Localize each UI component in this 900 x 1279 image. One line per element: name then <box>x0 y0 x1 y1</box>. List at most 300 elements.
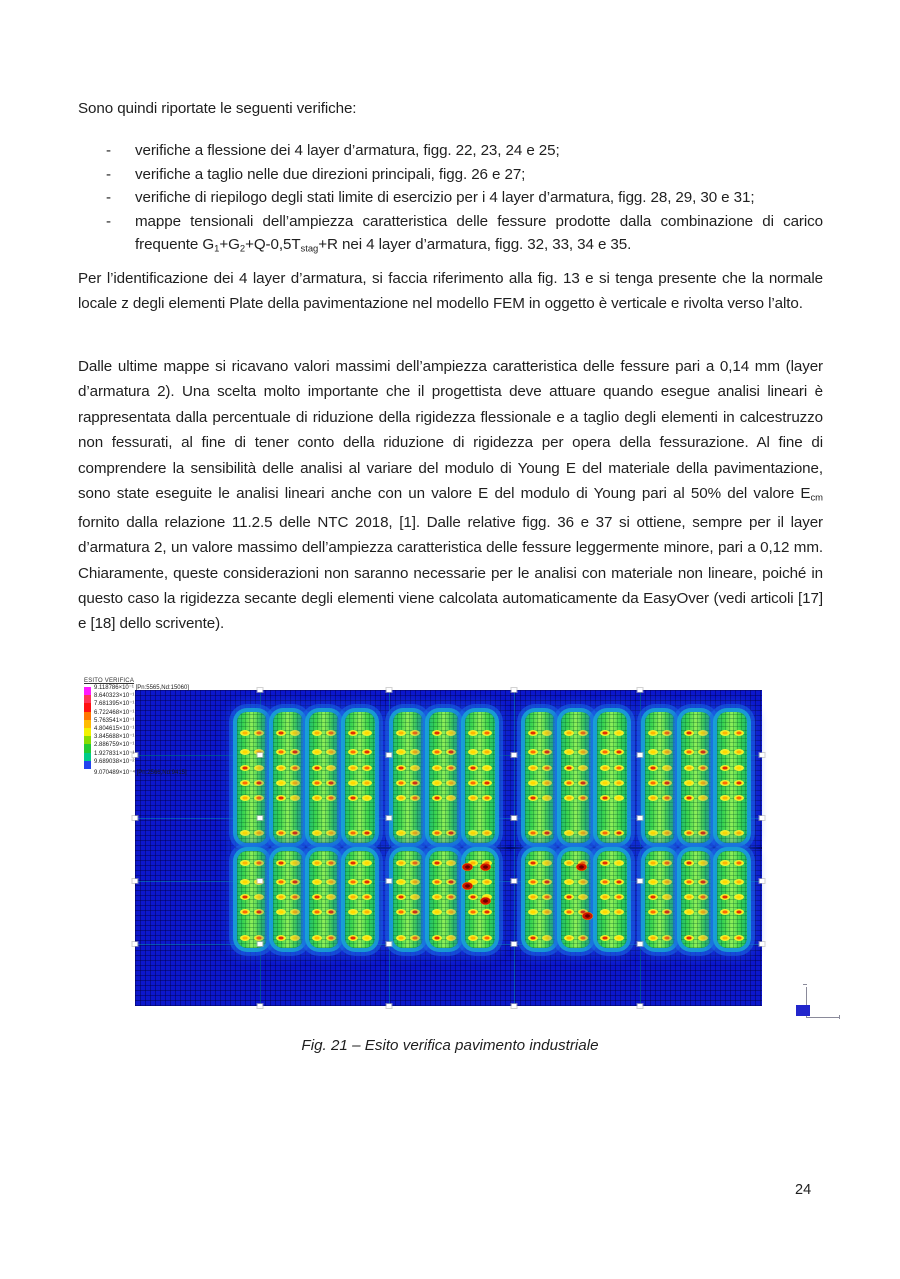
fem-hotspot <box>542 860 552 866</box>
fem-hotspot <box>578 879 588 885</box>
mesh-node-dot <box>386 688 391 692</box>
fem-hotspot <box>432 935 442 941</box>
fem-hotspot <box>432 860 442 866</box>
fem-hotspot <box>362 830 372 836</box>
fem-hotspot <box>662 894 672 900</box>
fem-hotspot <box>648 909 658 915</box>
fem-hotspot <box>240 830 250 836</box>
fem-hotspot <box>432 894 442 900</box>
fem-hotspot <box>254 860 264 866</box>
fem-hotspot <box>542 749 552 755</box>
fem-hotspot-max <box>576 863 587 871</box>
fem-hotspot <box>254 935 264 941</box>
axis-x-line <box>806 1017 839 1018</box>
list-item-text-part: +Q-0,5T <box>245 236 301 254</box>
paragraph-identificazione: Per l’identificazione dei 4 layer d’armatura, si faccia riferimento alla fig. 13 e si tenga presente che la normale locale z degli elementi Plate della pavimentazione nel modello FEM in oggetto è verticale e rivolta verso l’alto. <box>78 270 823 313</box>
fem-hotspot <box>276 894 286 900</box>
fem-rack <box>597 712 627 843</box>
legend-value-label: 9.118786×10⁻¹ [Pn:5565,Nd:15060] <box>94 685 189 691</box>
fem-hotspot <box>542 730 552 736</box>
list-item <box>78 163 823 187</box>
fem-hotspot <box>362 935 372 941</box>
fem-hotspot <box>564 749 574 755</box>
fem-hotspot <box>446 730 456 736</box>
mesh-node-dot <box>760 753 765 757</box>
mesh-node-dot <box>258 753 263 757</box>
fem-hotspot <box>528 879 538 885</box>
fem-rack <box>681 712 711 843</box>
page-number: 24 <box>795 1182 812 1198</box>
fem-hotspot <box>410 860 420 866</box>
fem-hotspot-max <box>582 912 593 920</box>
mesh-node-dot <box>512 753 517 757</box>
mesh-node-dot <box>512 816 517 820</box>
fem-hotspot <box>276 909 286 915</box>
fem-hotspot <box>600 765 610 771</box>
fem-hotspot <box>482 749 492 755</box>
fem-hotspot <box>528 909 538 915</box>
fem-hotspot <box>684 730 694 736</box>
fem-hotspot <box>564 935 574 941</box>
fem-hotspot <box>614 795 624 801</box>
fem-hotspot <box>396 749 406 755</box>
fem-hotspot <box>240 795 250 801</box>
fem-hotspot <box>312 935 322 941</box>
fem-hotspot <box>528 780 538 786</box>
legend-color-swatch <box>84 728 91 736</box>
fem-hotspot <box>542 780 552 786</box>
fem-rack <box>237 851 267 948</box>
fem-hotspot <box>276 765 286 771</box>
legend-value-label: 2.886759×10⁻¹ <box>94 742 135 749</box>
fem-hotspot <box>254 909 264 915</box>
fem-hotspot <box>468 780 478 786</box>
fem-hotspot <box>720 749 730 755</box>
list-item-text-part: +G <box>219 236 240 254</box>
fem-hotspot <box>614 730 624 736</box>
fem-hotspot <box>564 830 574 836</box>
fem-hotspot <box>482 765 492 771</box>
fem-hotspot-max <box>480 863 491 871</box>
fem-rack <box>645 712 675 843</box>
mesh-node-dot <box>637 816 642 820</box>
fem-hotspot <box>698 879 708 885</box>
fem-hotspot <box>720 765 730 771</box>
fem-hotspot <box>312 860 322 866</box>
fem-hotspot <box>410 749 420 755</box>
fem-hotspot <box>734 780 744 786</box>
fem-hotspot <box>600 795 610 801</box>
fem-hotspot <box>396 795 406 801</box>
legend-value-label: 9.689038×10⁻² <box>94 758 135 765</box>
fem-hotspot <box>564 780 574 786</box>
fem-hotspot <box>290 780 300 786</box>
fem-hotspot <box>446 795 456 801</box>
fem-hotspot <box>600 879 610 885</box>
fem-hotspot <box>720 860 730 866</box>
fem-hotspot <box>468 765 478 771</box>
mesh-node-dot <box>512 879 517 883</box>
fem-hotspot <box>578 795 588 801</box>
fem-hotspot <box>542 795 552 801</box>
fem-hotspot <box>662 780 672 786</box>
fem-hotspot <box>326 935 336 941</box>
legend-color-swatch <box>84 712 91 720</box>
fem-hotspot <box>254 830 264 836</box>
axis-origin-marker <box>796 1005 810 1016</box>
fem-hotspot <box>290 894 300 900</box>
fem-hotspot <box>446 830 456 836</box>
list-item-text-part: +R nei 4 layer d’armatura, figg. 32, 33, 34 e 35. <box>318 236 632 254</box>
fem-hotspot <box>600 730 610 736</box>
fem-rack <box>345 712 375 843</box>
legend-value-label: 9.070489×10⁻⁴ [Pn:2566,Nd:9415] <box>94 769 187 776</box>
legend-color-swatch <box>84 753 91 761</box>
legend-color-swatch <box>84 695 91 703</box>
fem-hotspot <box>348 780 358 786</box>
fem-hotspot <box>720 935 730 941</box>
fem-rack <box>237 712 267 843</box>
fem-hotspot <box>240 909 250 915</box>
fem-hotspot <box>698 780 708 786</box>
list-item <box>78 186 823 210</box>
paragraph-text-part: Dalle ultime mappe si ricavano valori massimi dell’ampiezza caratteristica delle fessure pari a 0,14 mm (layer d’armatura 2). Una scelta molto importante che il progettista deve attuare quando esegue analisi lineari è rappresentata dalla percentuale di riduzione della rigidezza flessionale e a taglio degli elementi in calcestruzzo non fessurati, al fine di tener conto della riduzione di rigidezza per opera della fessurazione. Al fine di comprendere la sensibilità delle analisi al variare del modulo di Young E del materiale della pavimentazione, sono state eseguite le analisi lineari anche con un valore E del modulo di Young pari al 50% del valore E <box>78 358 823 503</box>
fem-hotspot <box>542 879 552 885</box>
fem-hotspot <box>326 730 336 736</box>
fem-hotspot <box>614 780 624 786</box>
fem-hotspot <box>276 795 286 801</box>
fem-hotspot <box>698 795 708 801</box>
mesh-node-dot <box>512 1004 517 1008</box>
mesh-node-dot <box>760 942 765 946</box>
fem-hotspot <box>348 935 358 941</box>
list-item <box>78 210 823 261</box>
fem-hotspot <box>254 795 264 801</box>
fem-rack <box>429 851 459 948</box>
fem-hotspot <box>468 830 478 836</box>
mesh-node-dot <box>133 816 138 820</box>
list-item-text: verifiche a flessione dei 4 layer d’armatura, figg. 22, 23, 24 e 25; <box>135 142 560 159</box>
fem-hotspot <box>446 860 456 866</box>
fem-hotspot <box>578 730 588 736</box>
fem-hotspot <box>600 749 610 755</box>
fem-hotspot <box>528 935 538 941</box>
fem-rack <box>345 851 375 948</box>
fem-hotspot <box>396 765 406 771</box>
fem-hotspot <box>468 935 478 941</box>
fem-hotspot <box>600 909 610 915</box>
fem-rack <box>273 712 303 843</box>
mesh-node-dot <box>386 879 391 883</box>
legend-color-swatch <box>84 687 91 695</box>
fem-hotspot <box>312 879 322 885</box>
legend-color-swatch <box>84 703 91 711</box>
fem-rack <box>465 712 495 843</box>
mesh-node-dot <box>760 816 765 820</box>
fem-hotspot <box>614 749 624 755</box>
fem-hotspot <box>312 780 322 786</box>
fem-hotspot <box>720 795 730 801</box>
fem-hotspot <box>528 894 538 900</box>
fem-hotspot <box>432 830 442 836</box>
fem-hotspot <box>698 830 708 836</box>
fem-hotspot <box>446 909 456 915</box>
fem-hotspot <box>734 935 744 941</box>
fem-hotspot <box>482 780 492 786</box>
fem-hotspot <box>662 730 672 736</box>
mesh-node-dot <box>258 688 263 692</box>
legend-value-label: 5.763541×10⁻¹ <box>94 717 135 724</box>
fem-hotspot <box>290 879 300 885</box>
fem-hotspot <box>446 765 456 771</box>
fem-hotspot <box>348 795 358 801</box>
fem-hotspot <box>446 780 456 786</box>
legend-value-label: 7.681395×10⁻¹ <box>94 701 135 708</box>
fem-hotspot <box>734 749 744 755</box>
fem-hotspot <box>528 795 538 801</box>
fem-hotspot <box>720 909 730 915</box>
fem-hotspot <box>410 830 420 836</box>
fem-hotspot <box>648 935 658 941</box>
fem-hotspot <box>290 730 300 736</box>
fem-hotspot <box>564 860 574 866</box>
legend-value-label: 8.640323×10⁻¹ <box>94 693 135 700</box>
fem-hotspot <box>614 894 624 900</box>
figure-caption: Fig. 21 – Esito verifica pavimento industriale <box>301 1037 599 1054</box>
legend-color-swatch <box>84 720 91 728</box>
legend-rows <box>84 685 189 777</box>
fem-hotspot <box>432 780 442 786</box>
mesh-node-dot <box>386 816 391 820</box>
legend-value-label: 4.804615×10⁻¹ <box>94 725 135 732</box>
fem-hotspot <box>432 730 442 736</box>
fem-hotspot <box>684 860 694 866</box>
fem-hotspot <box>326 749 336 755</box>
list-item-text <box>135 210 823 261</box>
fem-hotspot <box>684 879 694 885</box>
fem-hotspot <box>362 765 372 771</box>
fem-hotspot <box>528 749 538 755</box>
mesh-node-dot <box>637 688 642 692</box>
fem-hotspot <box>578 894 588 900</box>
fem-hotspot <box>684 765 694 771</box>
fem-hotspot <box>482 909 492 915</box>
fem-rack <box>525 851 555 948</box>
fem-hotspot <box>240 730 250 736</box>
fem-hotspot <box>662 860 672 866</box>
fem-hotspot <box>482 795 492 801</box>
fem-hotspot-max <box>480 897 491 905</box>
fem-hotspot <box>276 935 286 941</box>
fem-hotspot <box>348 730 358 736</box>
fem-hotspot <box>326 765 336 771</box>
fem-hotspot <box>312 765 322 771</box>
legend-color-swatch <box>84 744 91 752</box>
fem-hotspot <box>276 879 286 885</box>
fem-hotspot <box>240 749 250 755</box>
subscript: stag <box>300 242 319 254</box>
fem-rack <box>645 851 675 948</box>
fem-hotspot <box>432 795 442 801</box>
fem-hotspot <box>698 909 708 915</box>
fem-hotspot <box>290 749 300 755</box>
fem-hotspot <box>276 860 286 866</box>
fem-rack <box>393 712 423 843</box>
fem-hotspot <box>362 780 372 786</box>
fem-hotspot <box>312 909 322 915</box>
fem-hotspot <box>410 780 420 786</box>
fem-hotspot <box>326 909 336 915</box>
fem-hotspot <box>614 765 624 771</box>
fem-hotspot <box>600 860 610 866</box>
fem-hotspot <box>254 765 264 771</box>
fem-rack <box>597 851 627 948</box>
fem-hotspot <box>648 765 658 771</box>
mesh-node-dot <box>258 942 263 946</box>
list-item-text: verifiche di riepilogo degli stati limite di esercizio per i 4 layer d’armatura, figg. 28, 29, 30 e 31; <box>135 189 755 207</box>
fem-hotspot <box>446 879 456 885</box>
fem-hotspot <box>276 830 286 836</box>
fem-hotspot <box>326 795 336 801</box>
legend-color-swatch <box>84 761 91 769</box>
fem-hotspot <box>578 780 588 786</box>
fem-hotspot <box>684 909 694 915</box>
fem-hotspot <box>662 795 672 801</box>
fem-hotspot <box>578 765 588 771</box>
fem-hotspot <box>648 879 658 885</box>
fem-hotspot <box>600 780 610 786</box>
fem-hotspot <box>542 894 552 900</box>
fem-hotspot <box>600 935 610 941</box>
fem-hotspot <box>542 765 552 771</box>
fem-hotspot <box>290 860 300 866</box>
fem-hotspot <box>648 860 658 866</box>
fem-hotspot-max <box>462 863 473 871</box>
fem-hotspot <box>254 780 264 786</box>
fem-hotspot <box>662 765 672 771</box>
fem-hotspot <box>240 780 250 786</box>
legend-value-label: 1.927831×10⁻¹ <box>94 750 135 757</box>
fem-hotspot <box>542 909 552 915</box>
fem-hotspot <box>528 765 538 771</box>
fem-hotspot <box>564 879 574 885</box>
fem-hotspot <box>240 765 250 771</box>
legend-value-label: 6.722468×10⁻¹ <box>94 709 135 716</box>
fem-hotspot <box>312 730 322 736</box>
fem-hotspot-max <box>462 882 473 890</box>
fem-hotspot <box>446 749 456 755</box>
fem-rack <box>561 712 591 843</box>
fem-hotspot <box>614 879 624 885</box>
fem-hotspot <box>290 765 300 771</box>
fem-hotspot <box>734 879 744 885</box>
fem-hotspot <box>396 879 406 885</box>
fem-hotspot <box>684 894 694 900</box>
band-separator-line <box>235 847 762 849</box>
fem-hotspot <box>614 935 624 941</box>
fem-hotspot <box>720 730 730 736</box>
mesh-node-dot <box>637 879 642 883</box>
fem-hotspot <box>348 765 358 771</box>
mesh-node-dot <box>133 879 138 883</box>
fem-hotspot <box>720 780 730 786</box>
fem-hotspot <box>468 909 478 915</box>
fem-hotspot <box>348 830 358 836</box>
mesh-node-dot <box>386 1004 391 1008</box>
legend-color-swatch <box>84 736 91 744</box>
fem-hotspot <box>348 749 358 755</box>
fem-hotspot <box>578 935 588 941</box>
fem-hotspot <box>290 909 300 915</box>
fem-hotspot <box>396 894 406 900</box>
fem-hotspot <box>734 830 744 836</box>
fem-hotspot <box>578 749 588 755</box>
bullet-marker: - <box>106 165 111 183</box>
mesh-node-dot <box>637 1004 642 1008</box>
fem-hotspot <box>734 765 744 771</box>
verification-list <box>78 139 823 260</box>
mesh-node-dot <box>386 753 391 757</box>
axis-triad-icon <box>790 984 845 1024</box>
fem-hotspot <box>410 795 420 801</box>
fem-hotspot <box>290 935 300 941</box>
fem-hotspot <box>734 860 744 866</box>
fem-hotspot <box>326 879 336 885</box>
fem-hotspot <box>348 879 358 885</box>
fem-hotspot <box>614 830 624 836</box>
fem-hotspot <box>648 830 658 836</box>
fem-hotspot <box>432 879 442 885</box>
fem-hotspot <box>396 830 406 836</box>
subscript: 2 <box>239 242 246 254</box>
fem-hotspot <box>410 935 420 941</box>
fem-hotspot <box>362 749 372 755</box>
fem-hotspot <box>564 795 574 801</box>
fem-hotspot <box>648 795 658 801</box>
fem-rack <box>429 712 459 843</box>
fem-legend <box>84 678 189 777</box>
fem-hotspot <box>720 894 730 900</box>
fem-hotspot <box>410 730 420 736</box>
fem-rack <box>525 712 555 843</box>
fem-hotspot <box>432 765 442 771</box>
fem-hotspot <box>348 909 358 915</box>
fem-hotspot <box>662 830 672 836</box>
fem-hotspot <box>276 749 286 755</box>
fem-hotspot <box>698 894 708 900</box>
fem-hotspot <box>614 860 624 866</box>
fem-rack <box>309 851 339 948</box>
list-item <box>78 139 823 163</box>
fem-rack <box>717 851 747 948</box>
fem-hotspot <box>312 830 322 836</box>
fem-hotspot <box>482 879 492 885</box>
fem-hotspot <box>564 909 574 915</box>
paragraph-analisi <box>78 354 823 637</box>
fem-hotspot <box>564 730 574 736</box>
fem-rack <box>681 851 711 948</box>
bullet-marker: - <box>106 142 111 159</box>
fem-hotspot <box>482 730 492 736</box>
mesh-node-dot <box>512 942 517 946</box>
fem-hotspot <box>648 894 658 900</box>
fem-hotspot <box>432 909 442 915</box>
fem-hotspot <box>362 879 372 885</box>
mesh-node-dot <box>760 879 765 883</box>
fem-hotspot <box>684 780 694 786</box>
legend-title: ESITO VERIFICA <box>84 678 135 684</box>
fem-hotspot <box>720 879 730 885</box>
